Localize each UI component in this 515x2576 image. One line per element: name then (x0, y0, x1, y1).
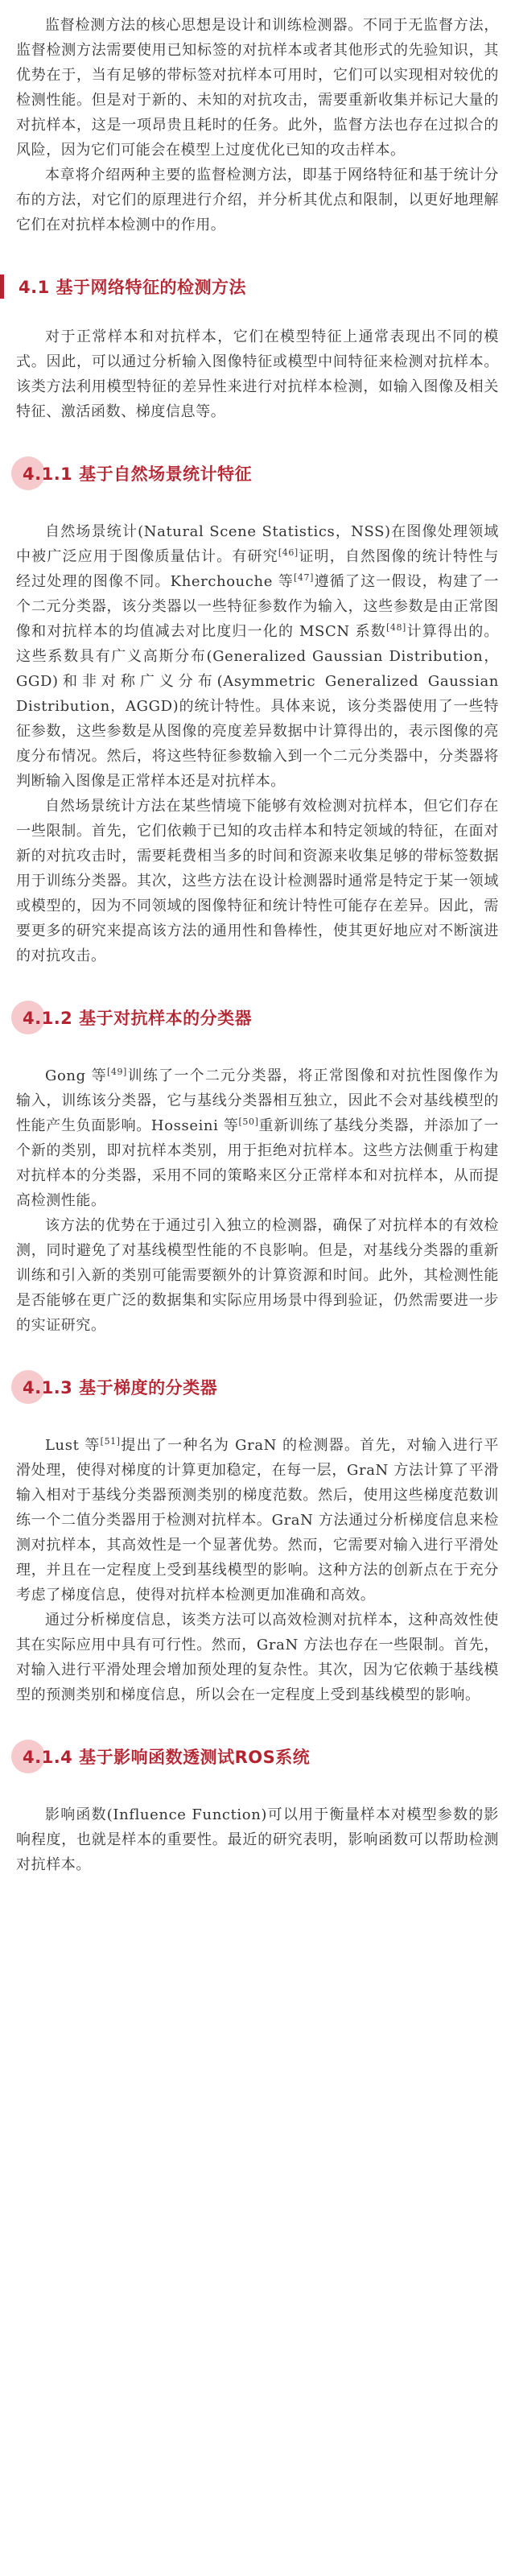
citation-ref: [51] (100, 1436, 121, 1447)
text-run: 提出了一种名为 GraN 的检测器。首先，对输入进行平滑处理，使得对梯度的计算更加稳定，在每一层，GraN 方法计算了平滑输入相对于基线分类器预测类别的梯度范数。然后，使用这些梯度范数训练一个二值分类器用于检测对抗样本。GraN 方法通过分析梯度信息来检测对抗样本，其高效性是一个显著优势。然而，它需要对输入进行平滑处理，并且在一定程度上受到基线模型的影响。这种方法的创新点在于充分考虑了梯度信息，使得对抗样本检测更加准确和高效。 (16, 1437, 499, 1604)
citation-ref: [50] (238, 1117, 259, 1127)
text-run: Gong 等 (45, 1067, 107, 1084)
text-run: 训练了一个二元分类器，将正常图像和对抗性图像作为输入，训练该分类器，它与基线分类器相互独立，因此不会对基线模型的性能产生负面影响。Hosseini 等 (16, 1067, 499, 1134)
section-4-1-1-paragraph-1 (16, 519, 499, 794)
subsection-heading-4-1-1-text: 4.1.1 基于自然场景统计特征 (23, 464, 253, 484)
subsection-heading-4-1-3-text: 4.1.3 基于梯度的分类器 (23, 1378, 218, 1397)
section-heading-4-1 (0, 275, 499, 299)
section-4-1-2-paragraph-1 (16, 1063, 499, 1213)
section-heading-4-1-text: 4.1 基于网络特征的检测方法 (19, 278, 247, 297)
subsection-heading-4-1-2-text: 4.1.2 基于对抗样本的分类器 (23, 1009, 253, 1028)
section-4-1-4-paragraph-1: 影响函数(Influence Function)可以用于衡量样本对模型参数的影响程度，也就是样本的重要性。最近的研究表明，影响函数可以帮助检测对抗样本。 (16, 1806, 499, 1873)
citation-ref: [47] (294, 572, 315, 583)
citation-ref: [46] (278, 547, 299, 558)
subsection-heading-4-1-4 (16, 1740, 499, 1773)
subsection-heading-4-1-1 (16, 456, 499, 490)
intro-paragraph-1: 监督检测方法的核心思想是设计和训练检测器。不同于无监督方法，监督检测方法需要使用已知标签的对抗样本或者其他形式的先验知识，其优势在于，当有足够的带标签对抗样本可用时，它们可以实现相对较优的检测性能。但是对于新的、未知的对抗攻击，需要重新收集并标记大量的对抗样本，这是一项昂贵且耗时的任务。此外，监督方法也存在过拟合的风险，因为它们可能会在模型上过度优化已知的攻击样本。 (16, 17, 499, 159)
section-4-1-2-paragraph-2: 该方法的优势在于通过引入独立的检测器，确保了对抗样本的有效检测，同时避免了对基线模型性能的不良影响。但是，对基线分类器的重新训练和引入新的类别可能需要额外的计算资源和时间。此外，其检测性能是否能够在更广泛的数据集和实际应用场景中得到验证，仍然需要进一步的实证研究。 (16, 1217, 499, 1334)
subsection-heading-4-1-2 (16, 1001, 499, 1034)
text-run: 重新训练了基线分类器，并添加了一个新的类别，即对抗样本类别，用于拒绝对抗样本。这些方法侧重于构建对抗样本的分类器，采用不同的策略来区分正常样本和对抗样本，从而提高检测性能。 (16, 1117, 499, 1209)
text-run: 遵循了这一假设，构建了一个二元分类器，该分类器以一些特征参数作为输入，这些参数是由正常图像和对抗样本的均值减去对比度归一化的 MSCN 系数 (16, 573, 499, 640)
subsection-heading-4-1-4-text: 4.1.4 基于影响函数透测试ROS系统 (23, 1748, 311, 1767)
text-run: 计算得出的。这些系数具有广义高斯分布(Generalized Gaussian Distribution，GGD)和非对称广义分布(Asymmetric Generalized Gaussian Distribution，AGGD)的统计特性。具体来说，该分类器使用了一些特征参数，这些参数是从图像的亮度差异数据中计算得出的，表示图像的亮度分布情况。然后，将这些特征参数输入到一个二元分类器中，分类器将判断输入图像是正常样本还是对抗样本。 (16, 623, 499, 790)
citation-ref: [48] (385, 622, 406, 633)
subsection-heading-4-1-3 (16, 1370, 499, 1404)
text-run: Lust 等 (45, 1437, 101, 1454)
text-run: 自然场景统计(Natural Scene Statistics，NSS)在图像处理领域中被广泛应用于图像质量估计。有研究 (16, 523, 499, 565)
section-4-1-3-paragraph-2: 通过分析梯度信息，该类方法可以高效检测对抗样本，这种高效性使其在实际应用中具有可行性。然而，GraN 方法也存在一些限制。首先，对输入进行平滑处理会增加预处理的复杂性。其次，因为它依赖于基线模型的预测类别和梯度信息，所以会在一定程度上受到基线模型的影响。 (16, 1612, 499, 1703)
heading-accent-bar (0, 275, 4, 299)
section-4-1-1-paragraph-2: 自然场景统计方法在某些情境下能够有效检测对抗样本，但它们存在一些限制。首先，它们依赖于已知的攻击样本和特定领域的特征，在面对新的对抗攻击时，需要耗费相当多的时间和资源来收集足够的带标签数据用于训练分类器。其次，这些方法在设计检测器时通常是特定于某一领域或模型的，因为不同领域的图像特征和统计特性可能存在差异。因此，需要更多的研究来提高该方法的通用性和鲁棒性，使其更好地应对不断演进的对抗攻击。 (16, 798, 499, 964)
intro-paragraph-2: 本章将介绍两种主要的监督检测方法，即基于网络特征和基于统计分布的方法，对它们的原理进行介绍，并分析其优点和限制，以更好地理解它们在对抗样本检测中的作用。 (16, 167, 499, 233)
citation-ref: [49] (106, 1067, 127, 1077)
text-run: 证明，自然图像的统计特性与经过处理的图像不同。Kherchouche 等 (16, 548, 499, 590)
section-4-1-3-paragraph-1 (16, 1433, 499, 1608)
section-4-1-paragraph: 对于正常样本和对抗样本，它们在模型特征上通常表现出不同的模式。因此，可以通过分析输入图像特征或模型中间特征来检测对抗样本。该类方法利用模型特征的差异性来进行对抗样本检测，如输入图像及相关特征、激活函数、梯度信息等。 (16, 328, 499, 420)
